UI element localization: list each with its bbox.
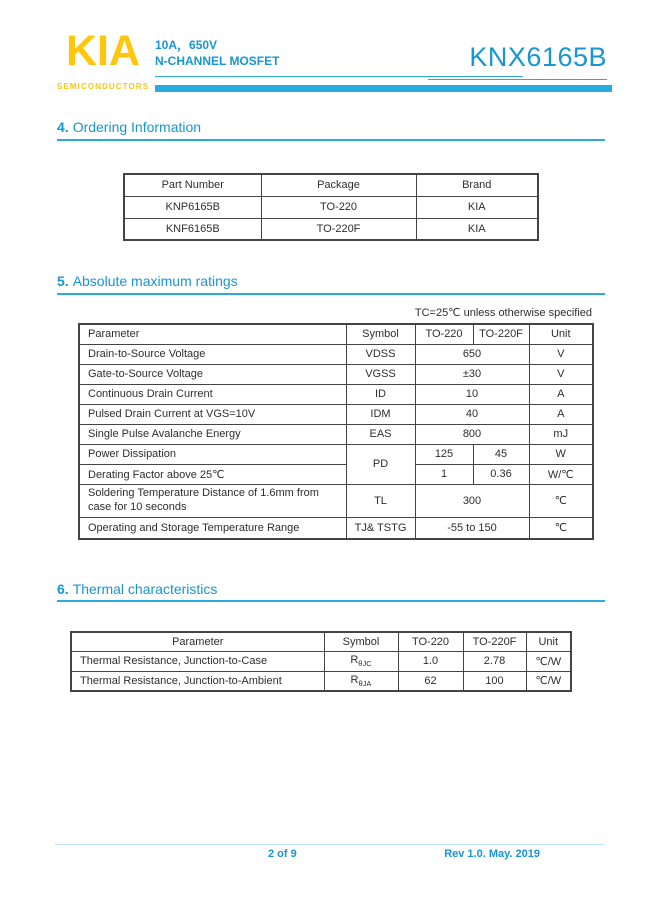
cell-unit: ℃/W	[526, 651, 571, 671]
cell-value: 300	[415, 484, 529, 517]
part-number-title: KNX6165B	[469, 42, 607, 72]
absmax-header-row	[79, 324, 593, 344]
cell-part-number: KNF6165B	[124, 218, 261, 240]
footer-rule	[55, 844, 605, 845]
table-row	[79, 384, 593, 404]
cell-value: 40	[415, 404, 529, 424]
page-number: 2 of 9	[268, 848, 297, 860]
cell-to220-value: 62	[398, 671, 463, 691]
thermal-characteristics-table	[70, 631, 572, 692]
cell-unit: A	[529, 384, 593, 404]
header-cyan-bar	[155, 85, 612, 92]
table-row	[124, 196, 538, 218]
cell-parameter: Soldering Temperature Distance of 1.6mm from case for 10 seconds	[79, 484, 346, 517]
cell-to220f-value: 0.36	[473, 464, 529, 484]
cell-parameter: Thermal Resistance, Junction-to-Case	[71, 651, 324, 671]
col-header-to220f: TO-220F	[463, 632, 526, 651]
section-number: 4.	[57, 119, 69, 135]
section-absmax-title	[57, 273, 238, 289]
cell-symbol: VDSS	[346, 344, 415, 364]
cell-value: 650	[415, 344, 529, 364]
col-header-unit: Unit	[526, 632, 571, 651]
cell-parameter: Single Pulse Avalanche Energy	[79, 424, 346, 444]
cell-parameter: Drain-to-Source Voltage	[79, 344, 346, 364]
header-thin-rule-right	[428, 79, 607, 80]
cell-parameter: Gate-to-Source Voltage	[79, 364, 346, 384]
revision-label: Rev 1.0. May. 2019	[444, 848, 540, 860]
symbol-subscript: θJA	[358, 678, 372, 688]
section-thermal-rule	[57, 600, 605, 602]
cell-to220f-value: 2.78	[463, 651, 526, 671]
product-rating-text: 10A，650V	[155, 38, 218, 52]
table-row	[79, 404, 593, 424]
thermal-header-row	[71, 632, 571, 651]
cell-unit: V	[529, 364, 593, 384]
table-row	[79, 444, 593, 464]
cell-symbol: $R_{\theta JC}$	[324, 651, 398, 671]
cell-unit: ℃	[529, 517, 593, 539]
col-header-part-number: Part Number	[124, 174, 261, 196]
cell-unit: W	[529, 444, 593, 464]
cell-parameter: Power Dissipation	[79, 444, 346, 464]
header-thin-rule	[155, 76, 523, 77]
cell-brand: KIA	[416, 218, 538, 240]
cell-parameter: Derating Factor above 25℃	[79, 464, 346, 484]
section-title-text: Absolute maximum ratings	[72, 273, 238, 289]
cell-symbol: TJ& TSTG	[346, 517, 415, 539]
cell-symbol: EAS	[346, 424, 415, 444]
cell-to220-value: 1.0	[398, 651, 463, 671]
cell-symbol: IDM	[346, 404, 415, 424]
absolute-maximum-ratings-table	[78, 323, 594, 540]
cell-parameter: Operating and Storage Temperature Range	[79, 517, 346, 539]
conditions-note: TC=25℃ unless otherwise specified	[414, 307, 592, 319]
ordering-header-row	[124, 174, 538, 196]
cell-unit: ℃/W	[526, 671, 571, 691]
cell-parameter: Continuous Drain Current	[79, 384, 346, 404]
table-row	[71, 651, 571, 671]
col-header-to220f: TO-220F	[473, 324, 529, 344]
table-row	[79, 464, 593, 484]
cell-unit: W/℃	[529, 464, 593, 484]
cell-symbol: PD	[346, 444, 415, 484]
section-ordering-title	[57, 119, 201, 135]
cell-unit: V	[529, 344, 593, 364]
col-header-to220: TO-220	[398, 632, 463, 651]
cell-brand: KIA	[416, 196, 538, 218]
cell-parameter: Pulsed Drain Current at VGS=10V	[79, 404, 346, 424]
cell-unit: ℃	[529, 484, 593, 517]
cell-part-number: KNP6165B	[124, 196, 261, 218]
col-header-to220: TO-220	[415, 324, 473, 344]
symbol-subscript: θJC	[358, 659, 372, 669]
col-header-package: Package	[261, 174, 416, 196]
table-row	[79, 364, 593, 384]
table-row	[124, 218, 538, 240]
section-absmax-rule	[57, 293, 605, 295]
cell-value: -55 to 150	[415, 517, 529, 539]
table-row	[79, 484, 593, 517]
cell-to220f-value: 45	[473, 444, 529, 464]
kia-logo: KIA	[66, 27, 141, 75]
cell-package: TO-220	[261, 196, 416, 218]
cell-symbol: TL	[346, 484, 415, 517]
cell-to220-value: 1	[415, 464, 473, 484]
col-header-parameter: Parameter	[79, 324, 346, 344]
col-header-brand: Brand	[416, 174, 538, 196]
cell-unit: mJ	[529, 424, 593, 444]
table-row	[79, 424, 593, 444]
cell-symbol: VGSS	[346, 364, 415, 384]
section-title-text: Ordering Information	[72, 119, 202, 135]
cell-symbol: ID	[346, 384, 415, 404]
col-header-unit: Unit	[529, 324, 593, 344]
table-row	[79, 517, 593, 539]
table-row	[71, 671, 571, 691]
table-row	[79, 344, 593, 364]
ordering-table	[123, 173, 539, 241]
col-header-symbol: Symbol	[346, 324, 415, 344]
section-title-text: Thermal characteristics	[72, 581, 218, 597]
cell-to220f-value: 100	[463, 671, 526, 691]
product-type-text: N-CHANNEL MOSFET	[155, 54, 280, 68]
col-header-symbol: Symbol	[324, 632, 398, 651]
cell-package: TO-220F	[261, 218, 416, 240]
section-number: 6.	[57, 581, 69, 597]
cell-to220-value: 125	[415, 444, 473, 464]
kia-logo-subtitle: SEMICONDUCTORS	[57, 82, 150, 91]
cell-symbol: $R_{\theta JA}$	[324, 671, 398, 691]
cell-value: ±30	[415, 364, 529, 384]
cell-value: 10	[415, 384, 529, 404]
section-thermal-title	[57, 581, 217, 597]
section-ordering-rule	[57, 139, 605, 141]
col-header-parameter: Parameter	[71, 632, 324, 651]
cell-parameter: Thermal Resistance, Junction-to-Ambient	[71, 671, 324, 691]
cell-value: 800	[415, 424, 529, 444]
cell-unit: A	[529, 404, 593, 424]
section-number: 5.	[57, 273, 69, 289]
